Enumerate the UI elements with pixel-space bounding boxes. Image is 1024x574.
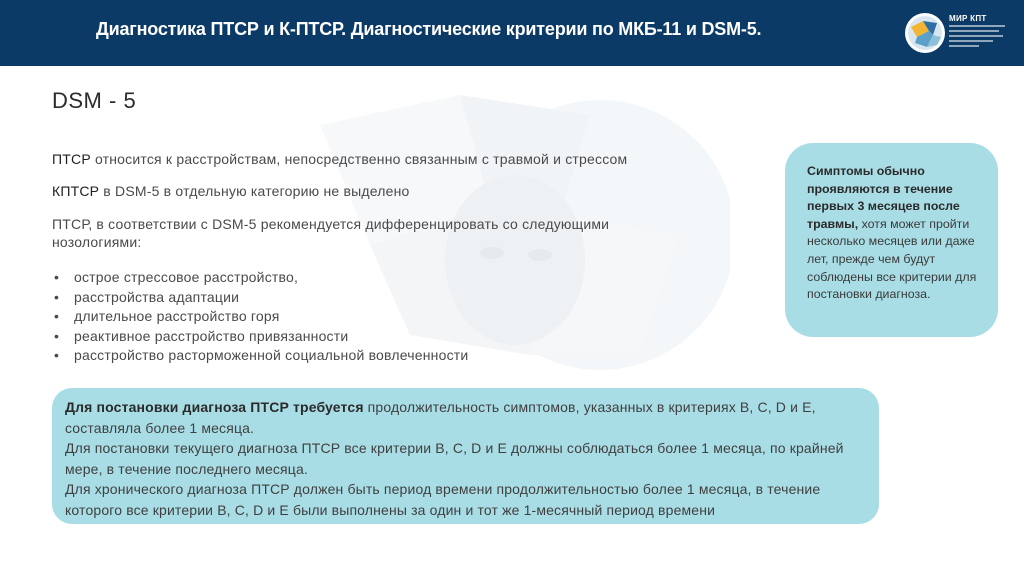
logo-text: МИР КПТ xyxy=(949,14,987,23)
criteria-line-2: Для постановки текущего диагноза ПТСР все критерии B, C, D и E должны соблюдаться более 1 месяца, по крайней мере, в течение последнего месяца. xyxy=(65,440,844,477)
list-item-text: длительное расстройство горя xyxy=(74,308,280,325)
globe-icon xyxy=(903,11,947,55)
bullet-icon: • xyxy=(54,327,60,344)
paragraph-differential: ПТСР, в соответствии с DSM-5 рекомендуется дифференцировать со следующими нозологиями: xyxy=(52,216,610,250)
slide-title: Диагностика ПТСР и К-ПТСР. Диагностические критерии по МКБ-11 и DSM-5. xyxy=(96,19,762,39)
criteria-line-1 xyxy=(65,397,865,438)
logo-subtitle-lines xyxy=(949,25,1007,50)
paragraph-lead: КПТСР xyxy=(52,183,100,199)
bullet-icon: • xyxy=(54,288,60,305)
list-item-text: острое стрессовое расстройство, xyxy=(74,269,299,285)
paragraph-text: в DSM-5 в отдельную категорию не выделено xyxy=(99,183,410,199)
bullet-icon: • xyxy=(54,308,60,325)
list-item-text: реактивное расстройство привязанности xyxy=(74,327,349,344)
diagnosis-criteria-box xyxy=(52,388,879,524)
criteria-line-3: Для хронического диагноза ПТСР должен быть период времени продолжительностью более 1 месяца, в течение которого все критерии B, C, D и E были выполнены за один и тот же 1-месячный период времени xyxy=(65,481,821,518)
callout-emphasis: Симптомы обычно проявляются в течение первых 3 месяцев после травмы, xyxy=(807,164,960,231)
paragraph-cptsd xyxy=(52,182,410,200)
list-item xyxy=(52,327,468,347)
list-item xyxy=(52,346,468,366)
list-item xyxy=(52,288,468,308)
paragraph-lead: ПТСР xyxy=(52,151,91,167)
symptom-onset-callout xyxy=(785,143,998,337)
paragraph-text: относится к расстройствам, непосредственно связанным с травмой и стрессом xyxy=(90,151,628,167)
list-item-text: расстройства адаптации xyxy=(74,288,240,305)
paragraph-ptsd xyxy=(52,150,627,168)
list-item xyxy=(52,268,468,288)
logo xyxy=(903,11,1015,55)
list-item xyxy=(52,307,468,327)
list-item-text: расстройство расторможенной социальной вовлеченности xyxy=(74,347,469,364)
differential-list xyxy=(52,268,468,366)
bullet-icon: • xyxy=(54,269,60,285)
criteria-text: продолжительность симптомов, указанных в критериях B, C, D и E, составляла более 1 месяца. xyxy=(65,399,816,436)
header-bar xyxy=(0,0,1024,66)
callout-text: хотя может пройти несколько месяцев или даже лет, прежде чем будут соблюдены все критерии для постановки диагноза. xyxy=(807,216,977,302)
section-title: DSM - 5 xyxy=(52,88,137,113)
criteria-emphasis: Для постановки диагноза ПТСР требуется xyxy=(65,399,364,415)
bullet-icon: • xyxy=(54,347,60,364)
